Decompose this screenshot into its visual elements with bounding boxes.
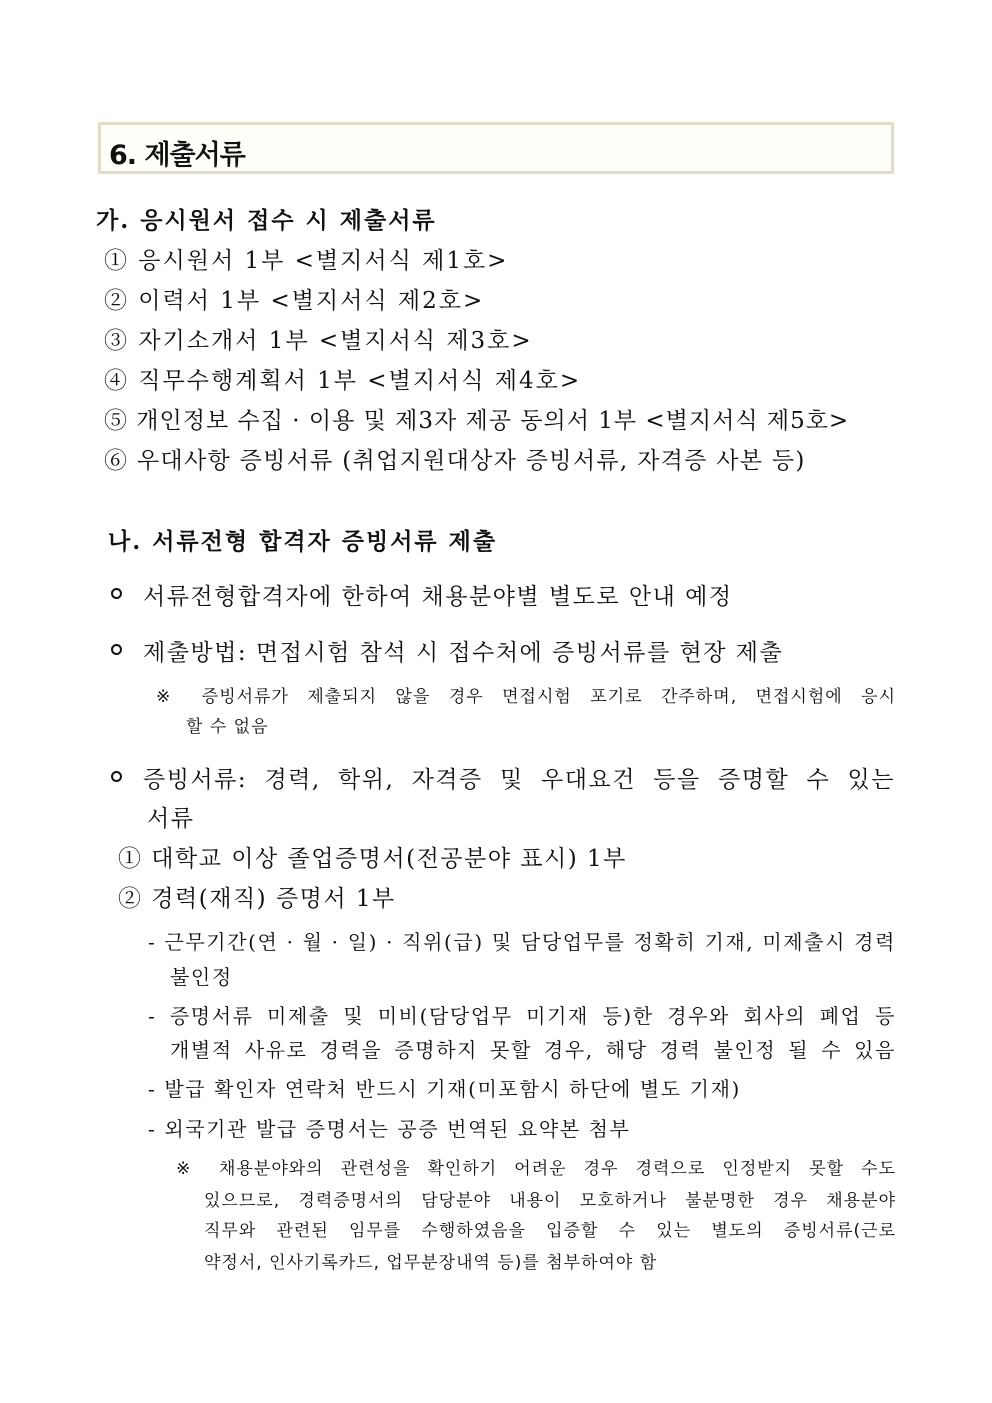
dash-3: - 발급 확인자 연락처 반드시 기재(미포함시 하단에 별도 기재) xyxy=(148,1077,741,1101)
dash-2-line-2: 개별적 사유로 경력을 증명하지 못할 경우, 해당 경력 불인정 될 수 있음 xyxy=(170,1038,896,1062)
dash-2-line-1: - 증명서류 미제출 및 미비(담당업무 미기재 등)한 경우와 회사의 폐업 등 xyxy=(148,1004,896,1028)
part-b-bullet-2: 제출방법: 면접시험 참석 시 접수처에 증빙서류를 현장 제출 xyxy=(143,640,784,666)
part-b-bullet-3-line-2: 서류 xyxy=(147,806,195,832)
part-a-item-1: ① 응시원서 1부 <별지서식 제1호> xyxy=(104,248,509,274)
note-1-line-2: 할 수 없음 xyxy=(186,717,269,737)
note-2-container-3 xyxy=(204,1216,896,1241)
dash-1-line-2: 불인정 xyxy=(170,965,233,989)
part-a-item-3: ③ 자기소개서 1부 <별지서식 제3호> xyxy=(104,328,533,354)
bullet-icon xyxy=(111,644,122,655)
dash-1-container xyxy=(148,926,896,955)
note-2-container-2 xyxy=(204,1186,896,1211)
section-title: 6. 제출서류 xyxy=(109,140,245,171)
dash-4: - 외국기관 발급 증명서는 공증 번역된 요약본 첨부 xyxy=(148,1117,631,1141)
part-b-bullet-3-container xyxy=(143,761,895,794)
note-2-line-3: 직무와 관련된 임무를 수행하였음을 입증할 수 있는 별도의 증빙서류(근로 xyxy=(204,1221,896,1241)
note-1-container xyxy=(156,682,896,707)
note-2-line-1: ※ 채용분야와의 관련성을 확인하기 어려운 경우 경력으로 인정받지 못할 수도 xyxy=(176,1159,896,1179)
note-2-container-1 xyxy=(176,1154,896,1179)
part-a-item-2: ② 이력서 1부 <별지서식 제2호> xyxy=(104,288,485,314)
bullet-icon xyxy=(111,771,122,782)
part-a-item-4: ④ 직무수행계획서 1부 <별지서식 제4호> xyxy=(104,368,582,394)
part-a-item-6: ⑥ 우대사항 증빙서류 (취업지원대상자 증빙서류, 자격증 사본 등) xyxy=(104,448,806,474)
part-b-sub-2: ② 경력(재직) 증명서 1부 xyxy=(118,886,396,912)
bullet-icon xyxy=(111,588,122,599)
part-a-item-5: ⑤ 개인정보 수집 · 이용 및 제3자 제공 동의서 1부 <별지서식 제5호> xyxy=(104,408,850,434)
note-2-line-4: 약정서, 인사기록카드, 업무분장내역 등)를 첨부하여야 함 xyxy=(204,1253,658,1273)
note-2-line-2: 있으므로, 경력증명서의 담당분야 내용이 모호하거나 불분명한 경우 채용분야 xyxy=(204,1191,896,1211)
part-b-bullet-1: 서류전형합격자에 한하여 채용분야별 별도로 안내 예정 xyxy=(143,584,733,610)
dash-2-container xyxy=(148,1000,896,1029)
note-1-line-1: ※ 증빙서류가 제출되지 않을 경우 면접시험 포기로 간주하며, 면접시험에 응시 xyxy=(156,687,896,707)
part-b-heading: 나. 서류전형 합격자 증빙서류 제출 xyxy=(108,528,498,555)
section-title-box xyxy=(98,122,894,174)
dash-1-line-1: - 근무기간(연 · 월 · 일) · 직위(급) 및 담당업무를 정확히 기재, 미제출시 경력 xyxy=(148,930,896,954)
part-b-sub-1: ① 대학교 이상 졸업증명서(전공분야 표시) 1부 xyxy=(118,846,627,872)
part-b-bullet-3-line-1: 증빙서류: 경력, 학위, 자격증 및 우대요건 등을 증명할 수 있는 xyxy=(143,767,895,793)
dash-2b-container xyxy=(170,1034,896,1063)
part-a-heading: 가. 응시원서 접수 시 제출서류 xyxy=(96,207,437,234)
